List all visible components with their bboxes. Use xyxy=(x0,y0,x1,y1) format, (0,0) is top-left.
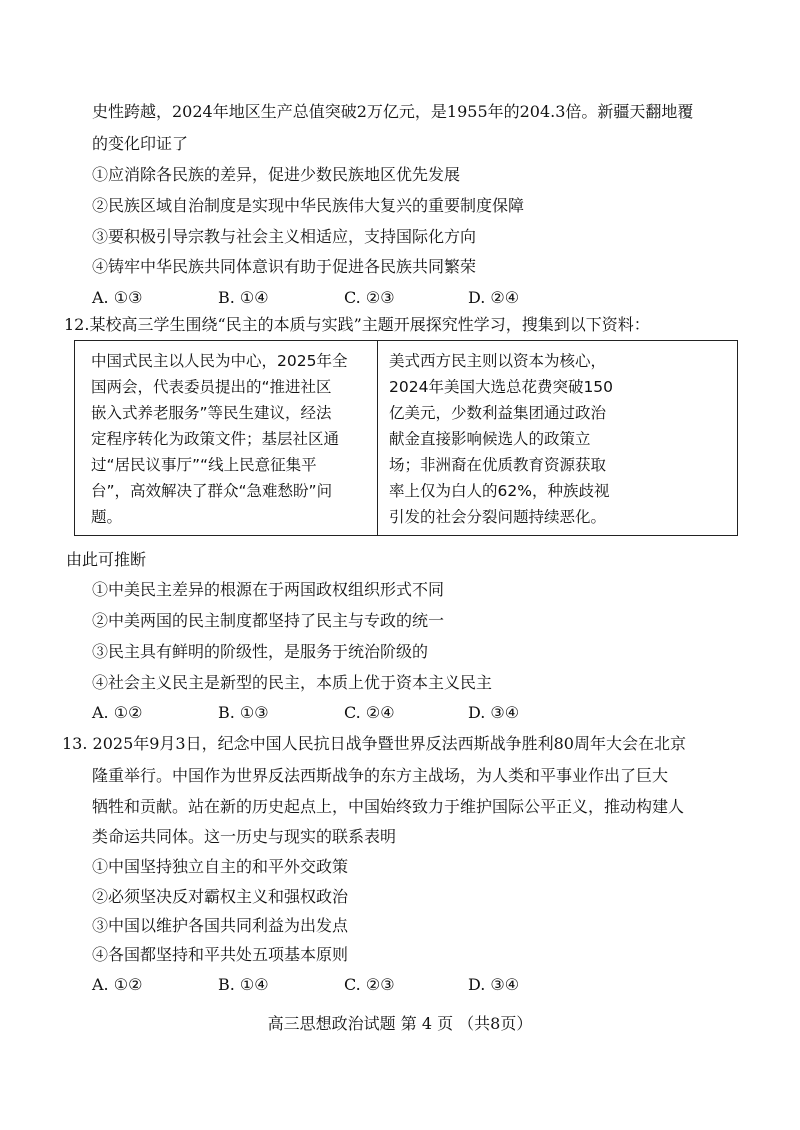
q13-option-d[interactable]: D. ③④ xyxy=(468,975,520,994)
q12-lead: 由此可推断 xyxy=(66,550,147,569)
left-cell-line-7: 题。 xyxy=(91,508,123,526)
q11-option-c[interactable]: C. ②③ xyxy=(344,288,395,307)
q12-option-c[interactable]: C. ②④ xyxy=(344,703,395,722)
left-cell-line-3: 嵌入式养老服务”等民生建议，经法 xyxy=(91,404,332,422)
q12-statement-4: ④社会主义民主是新型的民主，本质上优于资本主义民主 xyxy=(92,673,493,692)
right-cell-line-4: 献金直接影响候选人的政策立 xyxy=(389,430,591,448)
q12-statement-1: ①中美民主差异的根源在于两国政权组织形式不同 xyxy=(92,580,445,599)
q13-statement-3: ③中国以维护各国共同利益为出发点 xyxy=(92,916,349,935)
right-cell-line-6: 率上仅为白人的62%，种族歧视 xyxy=(389,482,610,500)
right-cell-line-1: 美式西方民主则以资本为核心， xyxy=(389,352,607,370)
q12-statement-2: ②中美两国的民主制度都坚持了民主与专政的统一 xyxy=(92,611,445,630)
q12-material-table xyxy=(74,340,738,536)
q11-stem-line-2: 的变化印证了 xyxy=(92,134,189,153)
q11-statement-3: ③要积极引导宗教与社会主义相适应，支持国际化方向 xyxy=(92,227,477,246)
q13-stem-line-4: 类命运共同体。这一历史与现实的联系表明 xyxy=(92,827,397,846)
q12-option-a[interactable]: A. ①② xyxy=(92,703,143,722)
q13-stem-line-2: 隆重举行。中国作为世界反法西斯战争的东方主战场，为人类和平事业作出了巨大 xyxy=(92,766,669,785)
q13-statement-2: ②必须坚决反对霸权主义和强权政治 xyxy=(92,887,349,906)
q13-stem-line-3: 牺牲和贡献。站在新的历史起点上，中国始终致力于维护国际公平正义，推动构建人 xyxy=(92,797,685,816)
q13-statement-1: ①中国坚持独立自主的和平外交政策 xyxy=(92,857,349,876)
q11-option-b[interactable]: B. ①④ xyxy=(218,288,269,307)
q12-option-d[interactable]: D. ③④ xyxy=(468,703,520,722)
right-cell-line-7: 引发的社会分裂问题持续恶化。 xyxy=(389,508,607,526)
q11-statement-2: ②民族区域自治制度是实现中华民族伟大复兴的重要制度保障 xyxy=(92,196,525,215)
left-cell-line-4: 定程序转化为政策文件；基层社区通 xyxy=(91,430,340,448)
q11-statement-4: ④铸牢中华民族共同体意识有助于促进各民族共同繁荣 xyxy=(92,257,477,276)
right-cell-line-2: 2024年美国大选总花费突破150 xyxy=(389,378,614,396)
q13-stem-line-1: 13. 2025年9月3日，纪念中国人民抗日战争暨世界反法西斯战争胜利80周年大会在北京 xyxy=(62,734,686,753)
q13-statement-4: ④各国都坚持和平共处五项基本原则 xyxy=(92,945,349,964)
q11-stem-line-1: 史性跨越，2024年地区生产总值突破2万亿元，是1955年的204.3倍。新疆天翻地覆 xyxy=(92,102,694,121)
q11-statement-1: ①应消除各民族的差异，促进少数民族地区优先发展 xyxy=(92,165,461,184)
right-cell-line-3: 亿美元，少数利益集团通过政治 xyxy=(389,404,607,422)
left-cell-line-2: 国两会，代表委员提出的“推进社区 xyxy=(91,378,332,396)
q12-stem: 12.某校高三学生围绕“民主的本质与实践”主题开展探究性学习，搜集到以下资料： xyxy=(64,315,650,334)
q12-statement-3: ③民主具有鲜明的阶级性，是服务于统治阶级的 xyxy=(92,642,429,661)
q13-option-a[interactable]: A. ①② xyxy=(92,975,143,994)
page-footer: 高三思想政治试题 第 4 页 （共8页） xyxy=(267,1014,533,1033)
q13-option-b[interactable]: B. ①④ xyxy=(218,975,269,994)
q13-option-c[interactable]: C. ②③ xyxy=(344,975,395,994)
right-cell-line-5: 场；非洲裔在优质教育资源获取 xyxy=(389,456,607,474)
q11-option-a[interactable]: A. ①③ xyxy=(92,288,143,307)
left-cell-line-6: 台”，高效解决了群众“急难愁盼”问 xyxy=(91,482,333,500)
left-cell-line-5: 过“居民议事厅”“线上民意征集平 xyxy=(91,456,317,474)
left-cell-line-1: 中国式民主以人民为中心，2025年全 xyxy=(91,352,348,370)
q11-option-d[interactable]: D. ②④ xyxy=(468,288,520,307)
table-divider xyxy=(377,341,378,535)
q12-option-b[interactable]: B. ①③ xyxy=(218,703,269,722)
